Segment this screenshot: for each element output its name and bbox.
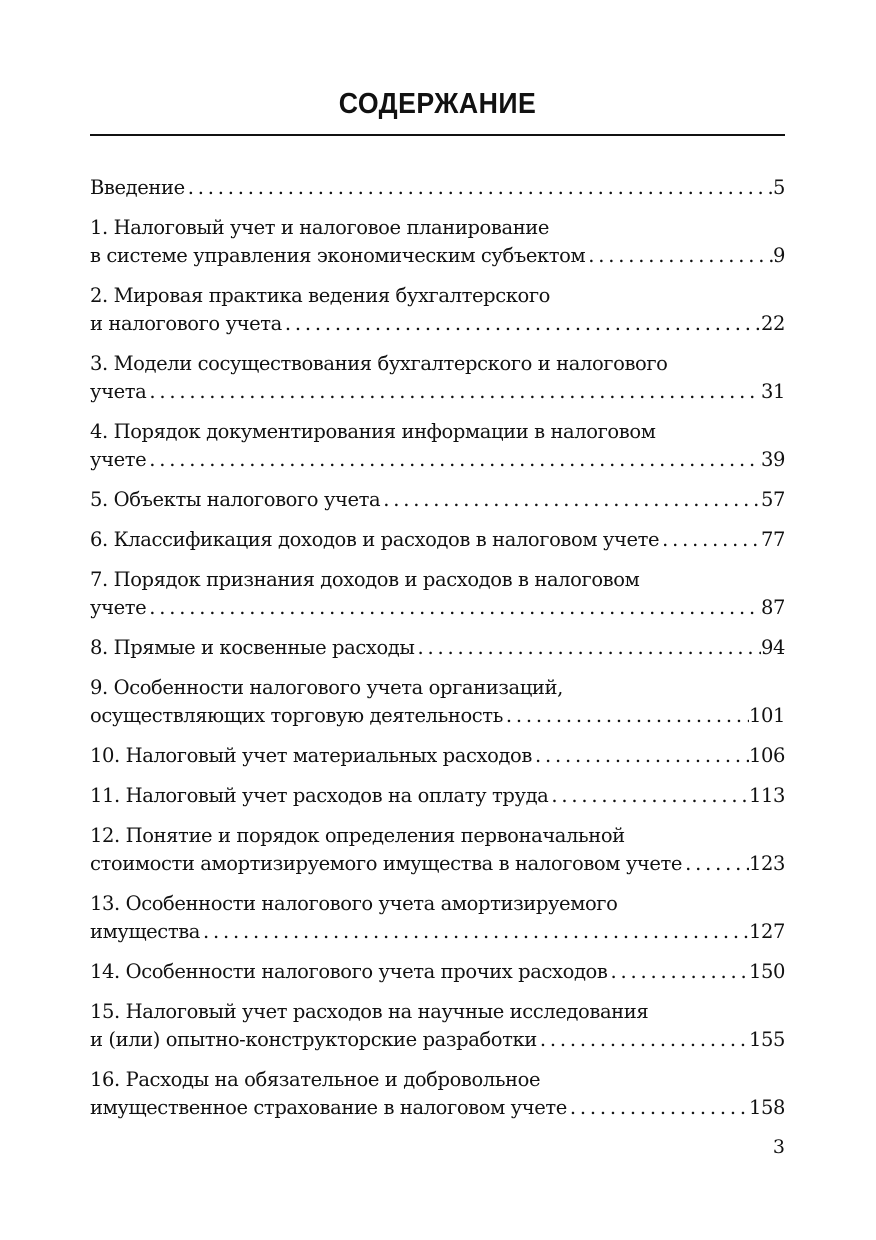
toc-entry-label: 6. Классификация доходов и расходов в налоговом учете: [90, 528, 660, 551]
toc-entry-label: осуществляющих торговую деятельность: [90, 704, 503, 727]
toc-entry-6[interactable]: [90, 526, 785, 554]
toc-entry-label: учете: [90, 596, 147, 619]
toc-entry-page: 9: [772, 244, 785, 267]
toc-entry-label: учете: [90, 448, 147, 471]
title-divider: [90, 134, 785, 136]
toc-entry-10[interactable]: [90, 742, 785, 770]
toc-entry-7[interactable]: [90, 566, 785, 622]
toc-entry-page: 106: [748, 744, 785, 767]
dot-leader: [532, 742, 749, 770]
toc-entry-label-line1: 16. Расходы на обязательное и добровольное: [90, 1068, 541, 1091]
toc-entry-label: имущества: [90, 920, 201, 943]
toc-entry-label: 14. Особенности налогового учета прочих расходов: [90, 960, 608, 983]
dot-leader: [146, 378, 761, 406]
toc-entry-page: 39: [760, 448, 785, 471]
toc-entry-label-line1: 2. Мировая практика ведения бухгалтерского: [90, 284, 550, 307]
toc-entry-label: учета: [90, 380, 147, 403]
toc-entry-label: в системе управления экономическим субъектом: [90, 244, 586, 267]
toc-entry-label: 10. Налоговый учет материальных расходов: [90, 744, 532, 767]
toc-entry-label: и налогового учета: [90, 312, 282, 335]
toc-entry-3[interactable]: [90, 350, 785, 406]
dot-leader: [607, 958, 748, 986]
toc-entry-page: 31: [760, 380, 785, 403]
toc-entry-page: 101: [748, 704, 785, 727]
toc-entry-9[interactable]: [90, 674, 785, 730]
toc-entry-label: 11. Налоговый учет расходов на оплату труда: [90, 784, 549, 807]
toc-entry-label-line1: 7. Порядок признания доходов и расходов в налоговом: [90, 568, 640, 591]
dot-leader: [146, 446, 761, 474]
toc-entry-label: Введение: [90, 176, 185, 199]
dot-leader: [537, 1026, 749, 1054]
toc-entry-label: 8. Прямые и косвенные расходы: [90, 636, 415, 659]
toc-entry-16[interactable]: [90, 1066, 785, 1122]
toc-entry-11[interactable]: [90, 782, 785, 810]
dot-leader: [415, 634, 761, 662]
toc-entry-page: 77: [760, 528, 785, 551]
toc-entry-4[interactable]: [90, 418, 785, 474]
toc-entry-14[interactable]: [90, 958, 785, 986]
toc-entry-page: 113: [748, 784, 785, 807]
toc-entry-label: имущественное страхование в налоговом учете: [90, 1096, 567, 1119]
page-title: СОДЕРЖАНИЕ: [338, 88, 537, 120]
toc-entry-page: 158: [748, 1096, 785, 1119]
toc-entry-label-line1: 4. Порядок документирования информации в налоговом: [90, 420, 656, 443]
toc-entry-label: 5. Объекты налогового учета: [90, 488, 381, 511]
dot-leader: [200, 918, 749, 946]
toc-entry-page: 150: [748, 960, 785, 983]
toc-entry-page: 94: [760, 636, 785, 659]
toc-entry-page: 5: [772, 176, 785, 199]
toc-entry-label-line1: 12. Понятие и порядок определения первоначальной: [90, 824, 625, 847]
toc-entry-page: 87: [760, 596, 785, 619]
toc-entry-label-line1: 13. Особенности налогового учета амортизируемого: [90, 892, 618, 915]
toc-entry-label: и (или) опытно-конструкторские разработки: [90, 1028, 537, 1051]
dot-leader: [185, 174, 773, 202]
page-number: 3: [772, 1136, 785, 1158]
dot-leader: [548, 782, 749, 810]
dot-leader: [567, 1094, 749, 1122]
toc-entry-8[interactable]: [90, 634, 785, 662]
toc-entry-15[interactable]: [90, 998, 785, 1054]
dot-leader: [503, 702, 749, 730]
toc-entry-page: 155: [748, 1028, 785, 1051]
toc-entry-2[interactable]: [90, 282, 785, 338]
toc-entry-page: 123: [748, 852, 785, 875]
toc-entry-label-line1: 1. Налоговый учет и налоговое планирование: [90, 216, 550, 239]
toc-entry-label: стоимости амортизируемого имущества в налоговом учете: [90, 852, 683, 875]
toc-entry-intro[interactable]: [90, 174, 785, 202]
toc-entry-page: 22: [760, 312, 785, 335]
dot-leader: [146, 594, 761, 622]
toc-entry-label-line1: 9. Особенности налогового учета организаций,: [90, 676, 563, 699]
toc-entry-12[interactable]: [90, 822, 785, 878]
toc-entry-13[interactable]: [90, 890, 785, 946]
dot-leader: [585, 242, 773, 270]
table-of-contents: [90, 174, 785, 1134]
toc-entry-5[interactable]: [90, 486, 785, 514]
toc-entry-page: 127: [748, 920, 785, 943]
dot-leader: [682, 850, 749, 878]
toc-entry-1[interactable]: [90, 214, 785, 270]
dot-leader: [659, 526, 761, 554]
toc-entry-page: 57: [760, 488, 785, 511]
toc-entry-label-line1: 3. Модели сосуществования бухгалтерского и налогового: [90, 352, 668, 375]
dot-leader: [282, 310, 761, 338]
toc-entry-label-line1: 15. Налоговый учет расходов на научные исследования: [90, 1000, 649, 1023]
dot-leader: [380, 486, 761, 514]
